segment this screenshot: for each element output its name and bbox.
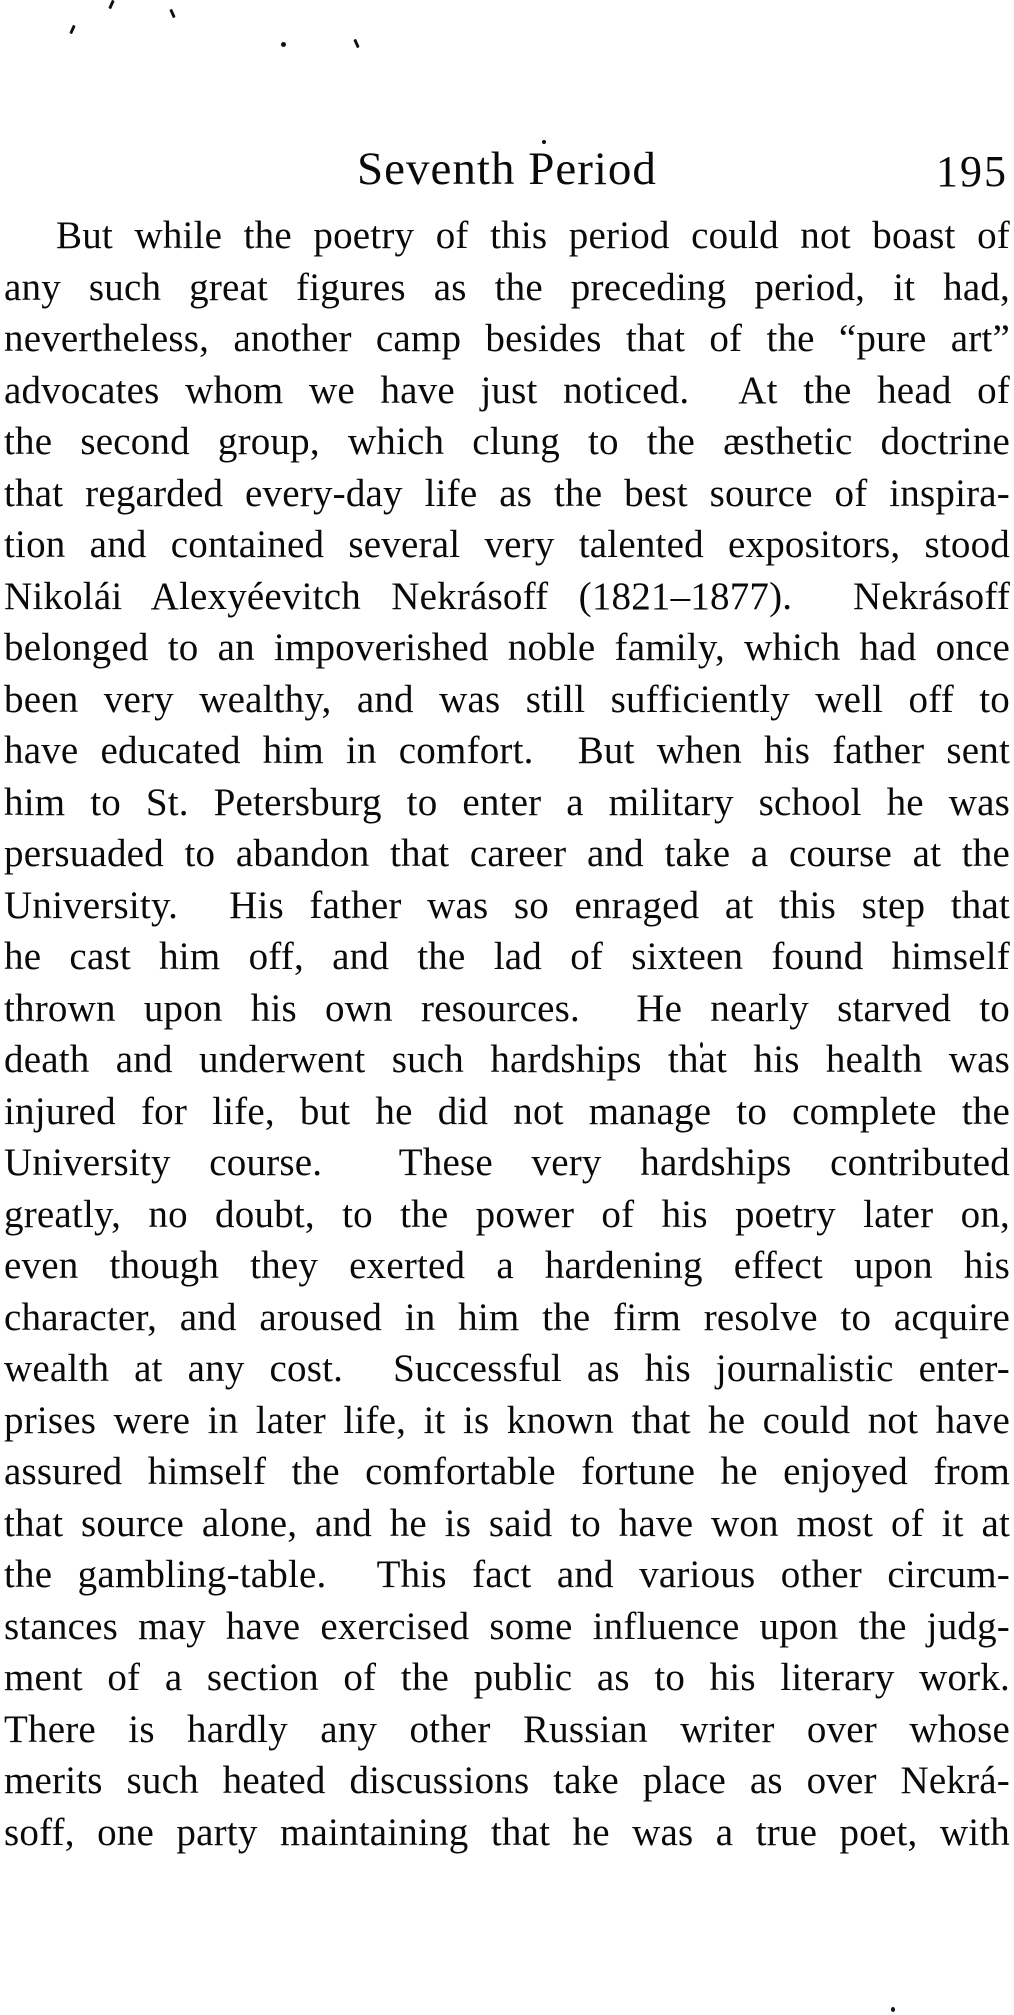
- text-line: merits such heated discussions take place as over Nekrá-: [4, 1759, 1010, 1802]
- text-line: even though they exerted a hardening effect upon his: [4, 1244, 1010, 1287]
- scan-speck: [69, 25, 75, 34]
- scan-speck: [108, 0, 114, 9]
- text-line: have educated him in comfort. But when his father sent: [4, 729, 1010, 772]
- text-line: him to St. Petersburg to enter a military school he was: [4, 780, 1010, 824]
- paragraph-body: [4, 210, 1010, 1858]
- text-line: prises were in later life, it is known that he could not have: [4, 1398, 1010, 1442]
- scan-speck: [281, 42, 286, 47]
- text-line: injured for life, but he did not manage to complete the: [4, 1089, 1010, 1133]
- text-line: But while the poetry of this period could not boast of: [56, 214, 1010, 257]
- text-line: thrown upon his own resources. He nearly starved to: [4, 986, 1010, 1030]
- text-line: any such great figures as the preceding period, it had,: [4, 265, 1010, 309]
- text-line: University. His father was so enraged at this step that: [4, 883, 1010, 927]
- page-number: 195: [936, 147, 1008, 196]
- text-line: persuaded to abandon that career and take a course at the: [4, 832, 1010, 875]
- scan-speck: [891, 2007, 895, 2012]
- text-line: assured himself the comfortable fortune he enjoyed from: [4, 1450, 1010, 1493]
- text-line: death and underwent such hardships that his health was: [4, 1038, 1010, 1081]
- text-line: nevertheless, another camp besides that of the “pure art”: [4, 317, 1010, 360]
- text-line: he cast him off, and the lad of sixteen found himself: [4, 935, 1010, 978]
- text-line: character, and aroused in him the firm resolve to acquire: [4, 1295, 1010, 1339]
- text-line: University course. These very hardships contributed: [4, 1141, 1010, 1184]
- text-line: ment of a section of the public as to his literary work.: [4, 1656, 1010, 1699]
- text-line: belonged to an impoverished noble family, which had once: [4, 626, 1010, 669]
- text-line: soff, one party maintaining that he was a true poet, with: [4, 1810, 1010, 1854]
- text-line: tion and contained several very talented expositors, stood: [4, 523, 1010, 566]
- text-line: There is hardly any other Russian writer over whose: [4, 1707, 1010, 1751]
- scan-speck: [353, 39, 359, 48]
- text-line: wealth at any cost. Successful as his journalistic enter-: [4, 1347, 1010, 1390]
- text-line: Nikolái Alexyéevitch Nekrásoff (1821–1877). Nekrásoff: [4, 574, 1010, 618]
- text-line: the gambling-table. This fact and various other circum-: [4, 1553, 1010, 1596]
- text-line: stances may have exercised some influence upon the judg-: [4, 1604, 1010, 1648]
- text-line: been very wealthy, and was still sufficiently well off to: [4, 677, 1010, 721]
- text-line: that source alone, and he is said to have won most of it at: [4, 1501, 1010, 1545]
- scan-speck: [169, 9, 175, 18]
- text-line: the second group, which clung to the æsthetic doctrine: [4, 420, 1010, 463]
- text-line: advocates whom we have just noticed. At the head of: [4, 368, 1010, 412]
- running-header: [0, 142, 1014, 198]
- chapter-title: Seventh Period: [357, 143, 657, 195]
- text-line: greatly, no doubt, to the power of his poetry later on,: [4, 1192, 1010, 1236]
- text-line: that regarded every-day life as the best source of inspira-: [4, 471, 1010, 515]
